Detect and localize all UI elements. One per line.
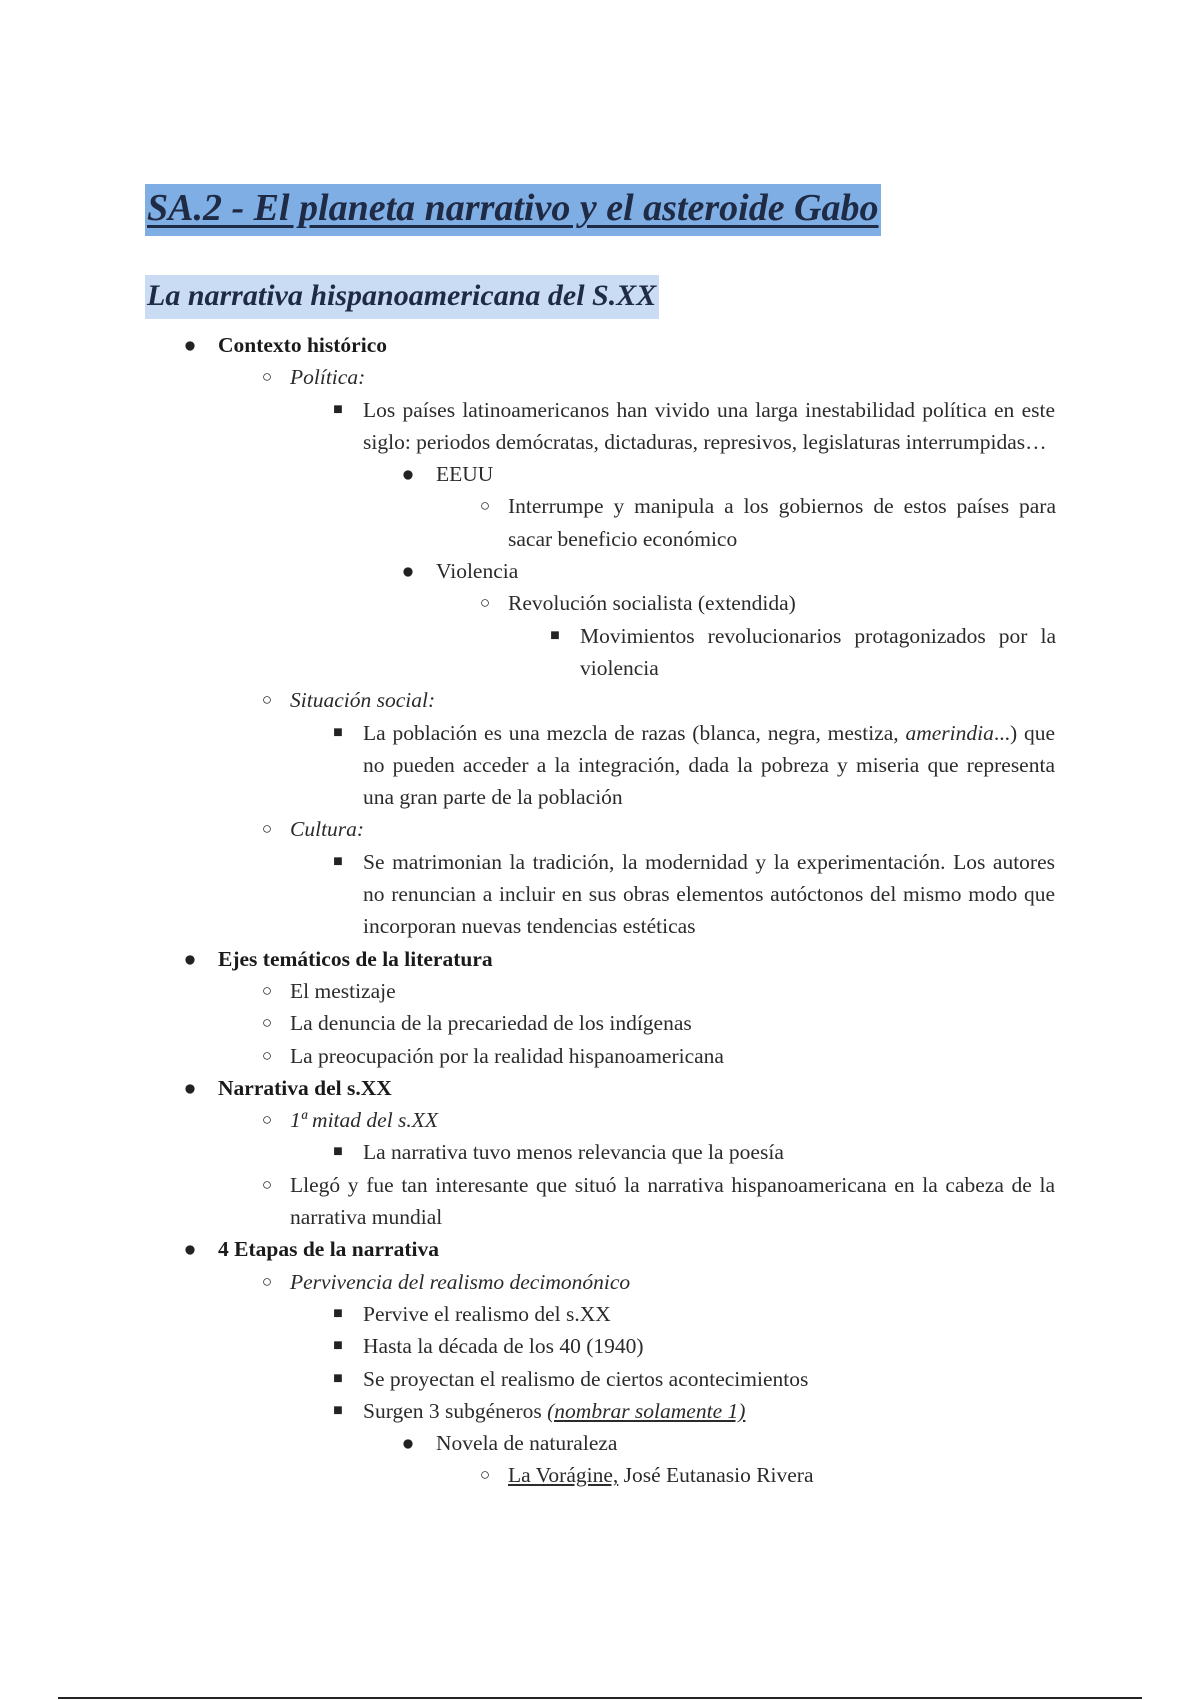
bullet-marker: ●	[401, 462, 415, 487]
list-item-etapas	[183, 1233, 1058, 1265]
list-item-cultura-text	[333, 846, 1055, 943]
circle-marker: ○	[261, 1110, 273, 1130]
bullet-marker: ●	[401, 1431, 415, 1456]
bullet-marker: ●	[183, 1237, 197, 1262]
bullet-marker: ●	[183, 1075, 197, 1100]
square-marker: ■	[333, 1401, 343, 1419]
page-title: SA.2 - El planeta narrativo y el asteroide Gabo	[145, 184, 881, 236]
list-item-text: Novela de naturaleza	[436, 1431, 618, 1456]
list-item-narrativa	[183, 1072, 1058, 1104]
list-item-text: Violencia	[436, 559, 519, 584]
circle-marker: ○	[261, 1045, 273, 1065]
list-item-cultura	[261, 813, 1055, 845]
list-item-text: La preocupación por la realidad hispanoamericana	[290, 1043, 724, 1068]
list-item-text: La denuncia de la precariedad de los indígenas	[290, 1011, 692, 1036]
list-item-eje	[261, 1007, 1055, 1039]
list-item-movimientos	[550, 620, 1056, 685]
circle-marker: ○	[479, 1465, 491, 1485]
list-item-text: ...) que no pueden acceder a la integración, dada la pobreza y miseria que representa una gran parte de la población	[363, 720, 1055, 810]
list-item-eeuu-text	[479, 490, 1056, 555]
list-item-surgen	[333, 1395, 1055, 1427]
list-item-text: La narrativa tuvo menos relevancia que la poesía	[363, 1140, 784, 1165]
list-item-llego	[261, 1169, 1055, 1234]
list-item-text: El mestizaje	[290, 978, 396, 1003]
circle-marker: ○	[261, 1271, 273, 1291]
circle-marker: ○	[261, 1013, 273, 1033]
list-item-pervivencia	[261, 1266, 1055, 1298]
list-item-politica	[261, 361, 1055, 393]
list-item-etapa	[333, 1363, 1055, 1395]
square-marker: ■	[333, 723, 343, 741]
outline-list	[0, 329, 1200, 1492]
list-item-label: Situación social:	[290, 688, 436, 713]
list-item-text: Hasta la década de los 40 (1940)	[363, 1334, 644, 1359]
book-author: José Eutanasio Rivera	[623, 1463, 814, 1488]
list-item-label: Pervivencia del realismo decimonónico	[290, 1269, 631, 1294]
list-item-text: Los países latinoamericanos han vivido una larga inestabilidad política en este siglo: periodos demócratas, dictaduras, represivos, legislaturas interrumpidas…	[363, 397, 1055, 454]
square-marker: ■	[333, 852, 343, 870]
list-item-text: Movimientos revolucionarios protagonizados por la violencia	[580, 623, 1056, 680]
list-item-social-text	[333, 717, 1055, 814]
bullet-marker: ●	[401, 559, 415, 584]
section-heading: La narrativa hispanoamericana del S.XX	[145, 275, 659, 319]
bullet-marker: ●	[183, 333, 197, 357]
square-marker: ■	[333, 1143, 343, 1161]
list-item-text: EEUU	[436, 462, 494, 487]
list-item-text: Se matrimonian la tradición, la modernidad y la experimentación. Los autores no renuncian a incluir en sus obras elementos autóctonos del mismo modo que incorporan nuevas tendencias estéticas	[363, 849, 1055, 939]
list-item-text: Surgen 3 subgéneros	[363, 1398, 542, 1423]
list-item-situacion-social	[261, 684, 1055, 716]
list-item-violencia	[401, 555, 1056, 587]
list-item-text: Pervive el realismo del s.XX	[363, 1301, 611, 1326]
note-text: (nombrar solamente 1)	[547, 1398, 746, 1423]
list-item-label: Cultura:	[290, 817, 365, 842]
list-item-text: Se proyectan el realismo de ciertos acontecimientos	[363, 1366, 809, 1391]
book-title: La Vorágine,	[508, 1463, 619, 1488]
list-item-label: 4 Etapas de la narrativa	[218, 1237, 439, 1262]
italic-word: amerindia	[905, 720, 994, 745]
circle-marker: ○	[261, 980, 273, 1000]
circle-marker: ○	[261, 367, 273, 387]
list-item-label: 1ª mitad del s.XX	[290, 1108, 439, 1133]
list-item-mitad-text	[333, 1136, 1055, 1168]
list-item-politica-text	[333, 394, 1055, 459]
circle-marker: ○	[261, 690, 273, 710]
square-marker: ■	[333, 1337, 343, 1355]
square-marker: ■	[333, 1304, 343, 1322]
list-item-contexto	[183, 329, 1058, 361]
list-item-label: Política:	[290, 365, 366, 390]
list-item-ejes	[183, 943, 1058, 975]
list-item-label: Contexto histórico	[218, 333, 387, 357]
list-item-label: Ejes temáticos de la literatura	[218, 946, 493, 971]
bullet-marker: ●	[183, 946, 197, 971]
list-item-obra	[479, 1459, 1056, 1491]
list-item-etapa	[333, 1330, 1055, 1362]
list-item-text: Revolución socialista (extendida)	[508, 591, 796, 616]
circle-marker: ○	[479, 593, 491, 613]
circle-marker: ○	[261, 1174, 273, 1194]
page-divider	[58, 1697, 1142, 1699]
square-marker: ■	[550, 626, 560, 644]
list-item-novela	[401, 1427, 1056, 1459]
list-item-etapa	[333, 1298, 1055, 1330]
circle-marker: ○	[261, 819, 273, 839]
list-item-eje	[261, 975, 1055, 1007]
list-item-text: Interrumpe y manipula a los gobiernos de estos países para sacar beneficio económico	[508, 494, 1056, 551]
list-item-label: Narrativa del s.XX	[218, 1075, 392, 1100]
list-item-text: La población es una mezcla de razas (blanca, negra, mestiza,	[363, 720, 899, 745]
list-item-eje	[261, 1040, 1055, 1072]
list-item-eeuu	[401, 458, 1056, 490]
list-item-primera-mitad	[261, 1104, 1055, 1136]
list-item-revolucion	[479, 587, 1056, 619]
square-marker: ■	[333, 400, 343, 418]
circle-marker: ○	[479, 496, 491, 516]
square-marker: ■	[333, 1369, 343, 1387]
list-item-text: Llegó y fue tan interesante que situó la narrativa hispanoamericana en la cabeza de la narrativa mundial	[290, 1172, 1055, 1230]
